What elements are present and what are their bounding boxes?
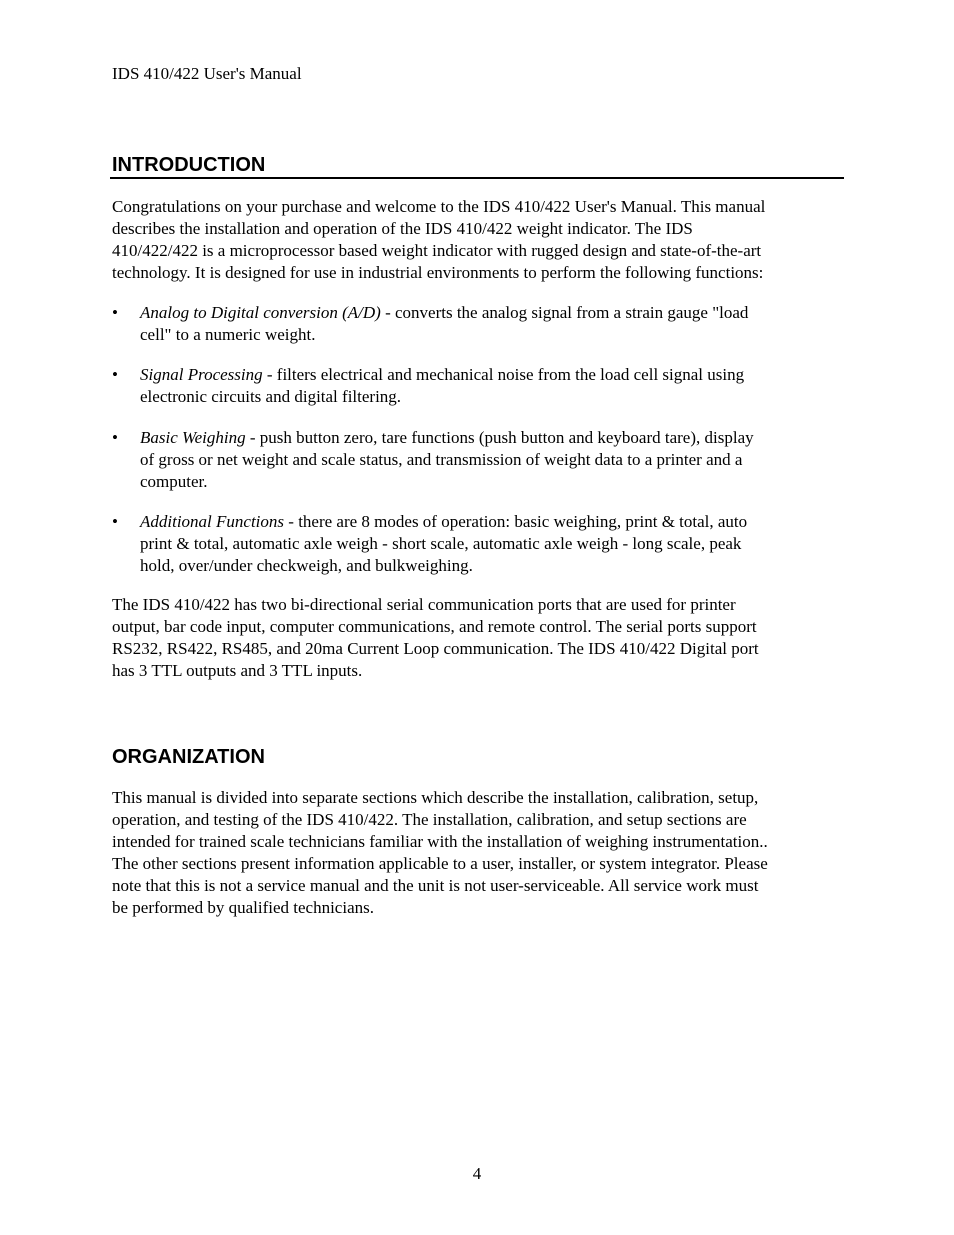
text-line: RS232, RS422, RS485, and 20ma Current Loop communication. The IDS 410/422 Digital port [112,639,759,658]
text-line: output, bar code input, computer communications, and remote control. The serial ports support [112,617,757,636]
heading-underline [110,177,844,179]
text-line: The other sections present information applicable to a user, installer, or system integrator. Please [112,854,768,873]
text-line: of gross or net weight and scale status, and transmission of weight data to a printer and a [140,450,743,469]
function-description: - converts the analog signal from a strain gauge "load [380,303,749,322]
text-line: note that this is not a service manual and the unit is not user-serviceable. All service work must [112,876,759,895]
text-line: 410/422/422 is a microprocessor based weight indicator with rugged design and state-of-the-art [112,241,762,260]
introduction-paragraph [112,196,848,284]
text-line: computer. [140,472,208,491]
serial-ports-paragraph [112,594,848,682]
organization-paragraph [112,787,848,919]
bullet-marker: • [112,512,118,531]
bullet-marker: • [112,303,118,322]
function-description: - there are 8 modes of operation: basic weighing, print & total, auto [284,512,748,531]
function-term: Basic Weighing [140,428,246,447]
text-line: describes the installation and operation of the IDS 410/422 weight indicator. The IDS [112,219,693,238]
function-term: Analog to Digital conversion (A/D) [140,303,381,322]
text-line: technology. It is designed for use in industrial environments to perform the following functions: [112,263,764,282]
bullet-marker: • [112,365,118,384]
function-term: Signal Processing [140,365,263,384]
function-term: Additional Functions [140,512,285,531]
text-line: electronic circuits and digital filtering. [140,387,402,406]
running-header: IDS 410/422 User's Manual [112,64,302,83]
text-line: The IDS 410/422 has two bi-directional serial communication ports that are used for printer [112,595,736,614]
text-line: print & total, automatic axle weigh - short scale, automatic axle weigh - long scale, peak [140,534,742,553]
text-line: operation, and testing of the IDS 410/422. The installation, calibration, and setup sections are [112,810,747,829]
text-line: intended for trained scale technicians familiar with the installation of weighing instrumentation.. [112,832,768,851]
function-description: - push button zero, tare functions (push button and keyboard tare), display [245,428,754,447]
bullet-marker: • [112,428,118,447]
text-line: be performed by qualified technicians. [112,898,374,917]
text-line: cell" to a numeric weight. [140,325,316,344]
function-description: - filters electrical and mechanical noise from the load cell signal using [262,365,745,384]
text-line: has 3 TTL outputs and 3 TTL inputs. [112,661,363,680]
introduction-heading: INTRODUCTION [112,154,266,176]
text-line: Congratulations on your purchase and welcome to the IDS 410/422 User's Manual. This manual [112,197,766,216]
text-line: hold, over/under checkweigh, and bulkweighing. [140,556,473,575]
page-number: 4 [472,1164,482,1183]
text-line: This manual is divided into separate sections which describe the installation, calibration, setup, [112,788,759,807]
organization-heading: ORGANIZATION [112,746,265,768]
